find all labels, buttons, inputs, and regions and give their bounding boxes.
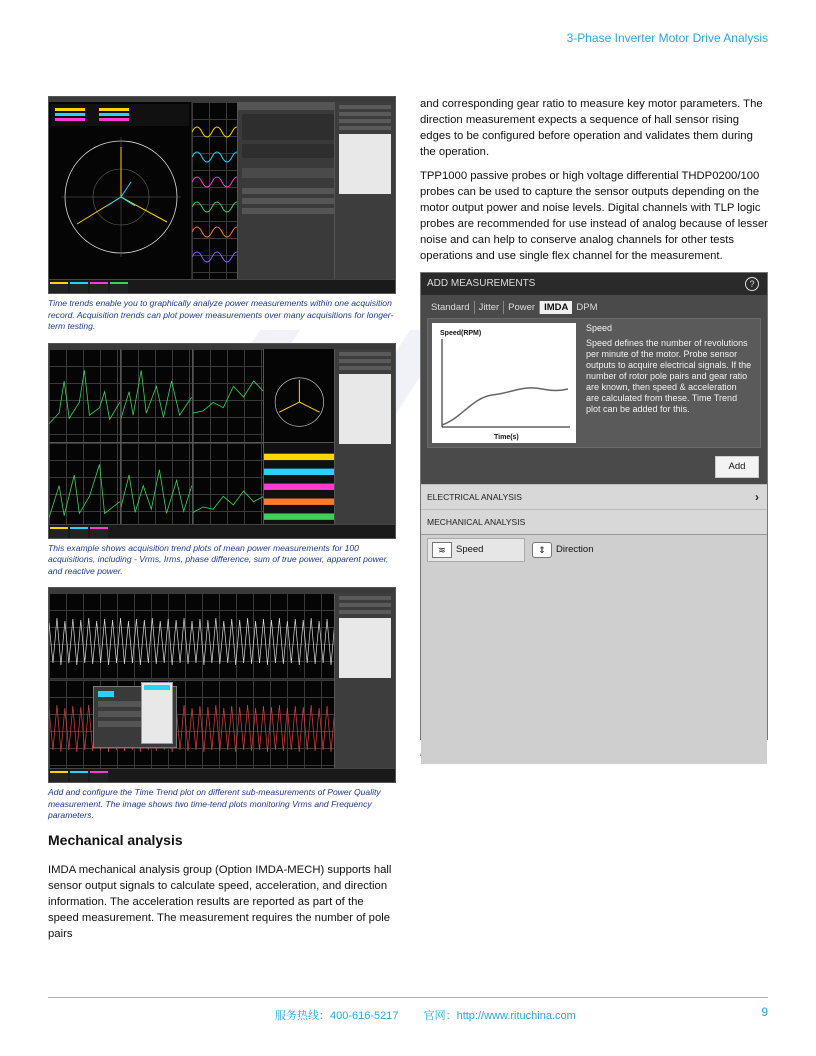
waveform-panel [192,102,237,280]
right-column [420,96,768,760]
tab-jitter[interactable]: Jitter [475,301,505,314]
caption-1: Time trends enable you to graphically analyze power measurements within one acquisition record. Acquisition trends can plot power measurements over many acquisitions for longer-term testing. [48,298,394,331]
tab-dpm[interactable]: DPM [576,302,598,313]
phasor-diagram [49,102,191,280]
speed-graph-ylabel: Speed(RPM) [440,330,482,337]
results-panel [334,102,395,280]
page-number: 9 [761,1005,768,1019]
add-measurements-panel [420,272,768,740]
header-title: 3-Phase Inverter Motor Drive Analysis [566,31,768,45]
add-measurements-title: ADD MEASUREMENTS [427,278,536,289]
frequency-trend-plot [49,680,335,768]
section-title-mechanical: Mechanical analysis [48,831,183,848]
tab-power[interactable]: Power [504,301,540,314]
speed-label: Speed [456,544,484,555]
caption-2: This example shows acquisition trend plots of mean power measurements for 100 acquisitions, including - Vrms, Irms, phase difference, sum of true power, apparent power, and reactive power. [48,542,389,576]
empty-area [421,565,767,764]
body-mechanical-intro: IMDA mechanical analysis group (Option IMDA-MECH) supports hall sensor output signals to calculate speed, acceleration, and direction information. The acceleration results are reported as part of the speed measurement. The measurement requires the number of pole pairs [48,863,392,940]
config-dialog [237,102,338,280]
speed-measurement-button[interactable] [427,538,525,562]
trend-phasor [264,349,335,443]
mechanical-analysis-row[interactable] [421,509,767,534]
add-button[interactable]: Add [715,456,759,478]
footer-divider [48,997,768,998]
footer-website[interactable]: 官网：http://www.rituchina.com [423,1010,576,1022]
electrical-analysis-label: ELECTRICAL ANALYSIS [427,492,522,502]
speed-graph [432,323,576,443]
help-icon[interactable]: ? [745,277,759,291]
direction-label: Direction [556,544,594,555]
speed-desc-title: Speed [586,323,613,333]
add-measurements-header [421,273,767,295]
direction-measurement-button[interactable] [527,538,629,562]
direction-icon: ⇕ [532,542,552,558]
electrical-analysis-row[interactable] [421,484,767,509]
trend-plot-vrms [49,349,120,443]
body-probes: TPP1000 passive probes or high voltage differential THDP0200/100 probes can be used to capture the sensor outputs depending on the motor output power and noise levels. Digital channels with TLP logic probes are recommended for use instead of analog because of lesser noise and can help to conserve analog channels for other tests operations and use single flex channel for the measurement. [420,170,768,262]
tab-standard[interactable]: Standard [427,301,475,314]
body-gear-ratio: and corresponding gear ratio to measure key motor parameters. The direction measurement expects a sequence of hall sensor rising edges to be configured before operation and validates them during the operation. [420,98,763,158]
measurement-tabs [421,295,767,318]
vrms-trend-plot [49,593,335,679]
chevron-right-icon: › [755,490,759,504]
caption-3: Add and configure the Time Trend plot on different sub-measurements of Power Quality measurement. The image shows two time-tend plots monitoring Vrms and Frequency parameters. [48,787,381,820]
speed-info-card [427,318,761,448]
speed-description [586,323,752,415]
screenshot-trends [48,343,396,539]
add-row [421,448,767,484]
footer-hotline: 服务热线：400-616-5217 [275,1010,399,1022]
mechanical-items [421,534,767,565]
phasor-panel [49,102,191,280]
left-column [48,96,396,950]
trend-plot-true-power [193,349,264,443]
trend-config-dropdown [141,682,173,744]
screenshot-time-trend [48,587,396,783]
mechanical-analysis-label: MECHANICAL ANALYSIS [427,517,526,527]
results-panel-2 [334,349,395,525]
screenshot-phasor [48,96,396,294]
speed-graph-xlabel: Time(s) [494,434,519,441]
tab-imda[interactable]: IMDA [540,301,572,314]
speed-icon: ≋ [432,542,452,558]
speed-desc-text: Speed defines the number of revolutions per minute of the motor. Probe sensor outputs to acquire electrical signals. If the number of rotor pole pairs and gear ratio are known, then speed & acceleration are calculated from these. Time Trend plot can be added for this. [586,338,752,414]
footer [275,1007,598,1023]
results-panel-3 [334,593,395,769]
trend-plot-irms [121,349,192,443]
